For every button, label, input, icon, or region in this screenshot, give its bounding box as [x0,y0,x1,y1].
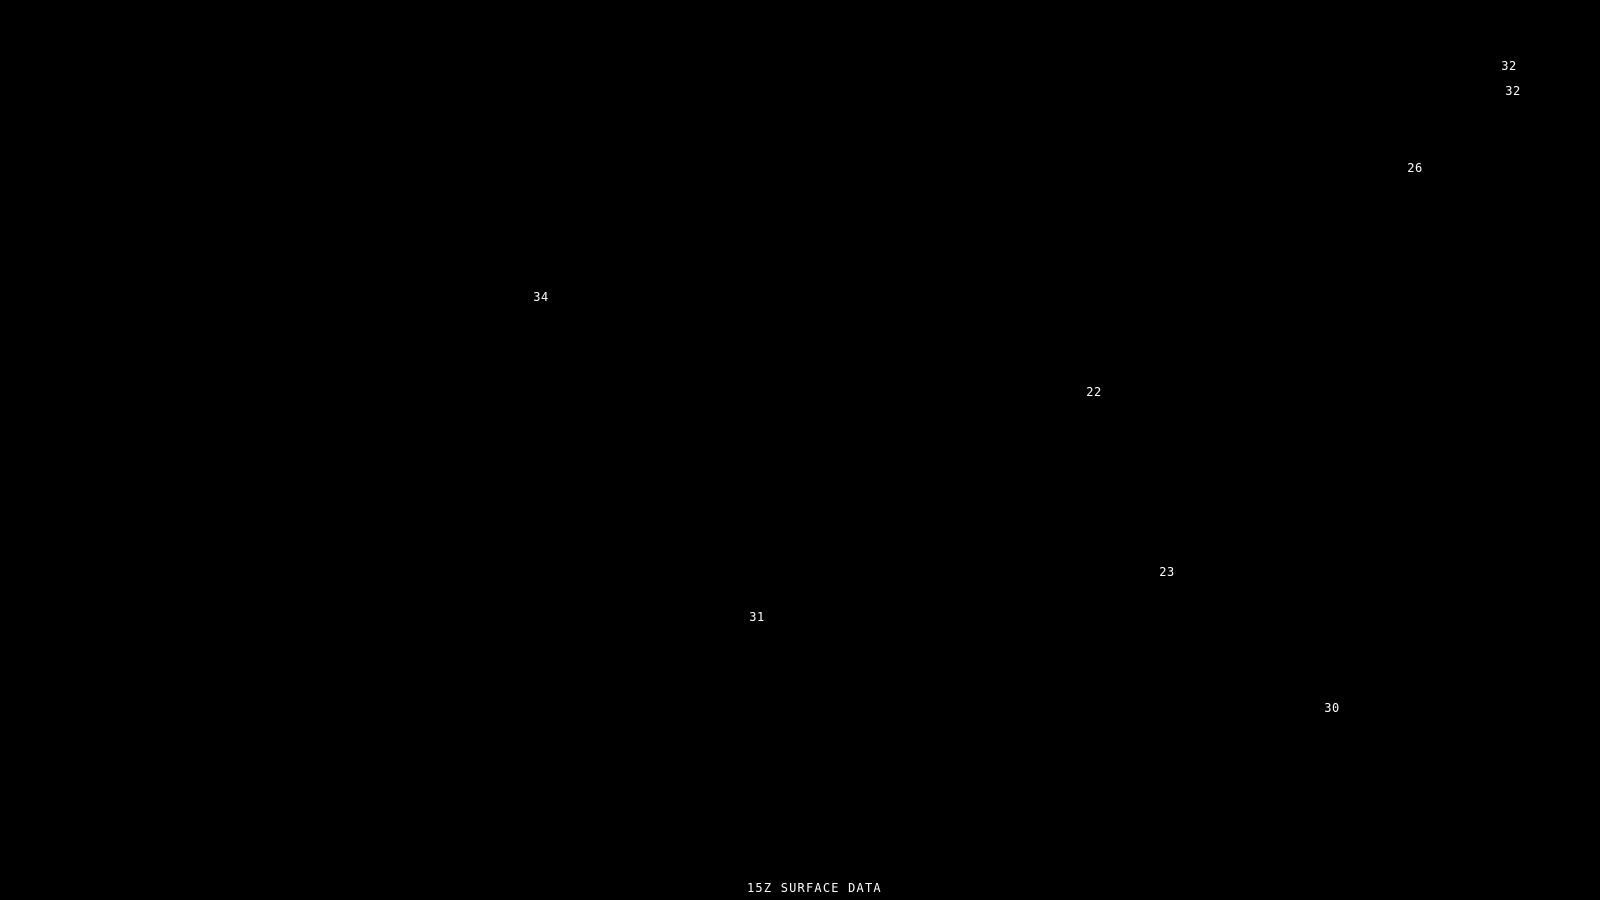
station-value-label: 34 [533,290,549,304]
station-value-label: 23 [1159,565,1175,579]
station-value-label: 31 [749,610,765,624]
station-value-label: 32 [1501,59,1517,73]
station-value-label: 32 [1505,84,1521,98]
station-value-label: 30 [1324,701,1340,715]
station-value-label: 22 [1086,385,1102,399]
station-value-label: 26 [1407,161,1423,175]
chart-caption: 15Z SURFACE DATA [747,881,882,895]
